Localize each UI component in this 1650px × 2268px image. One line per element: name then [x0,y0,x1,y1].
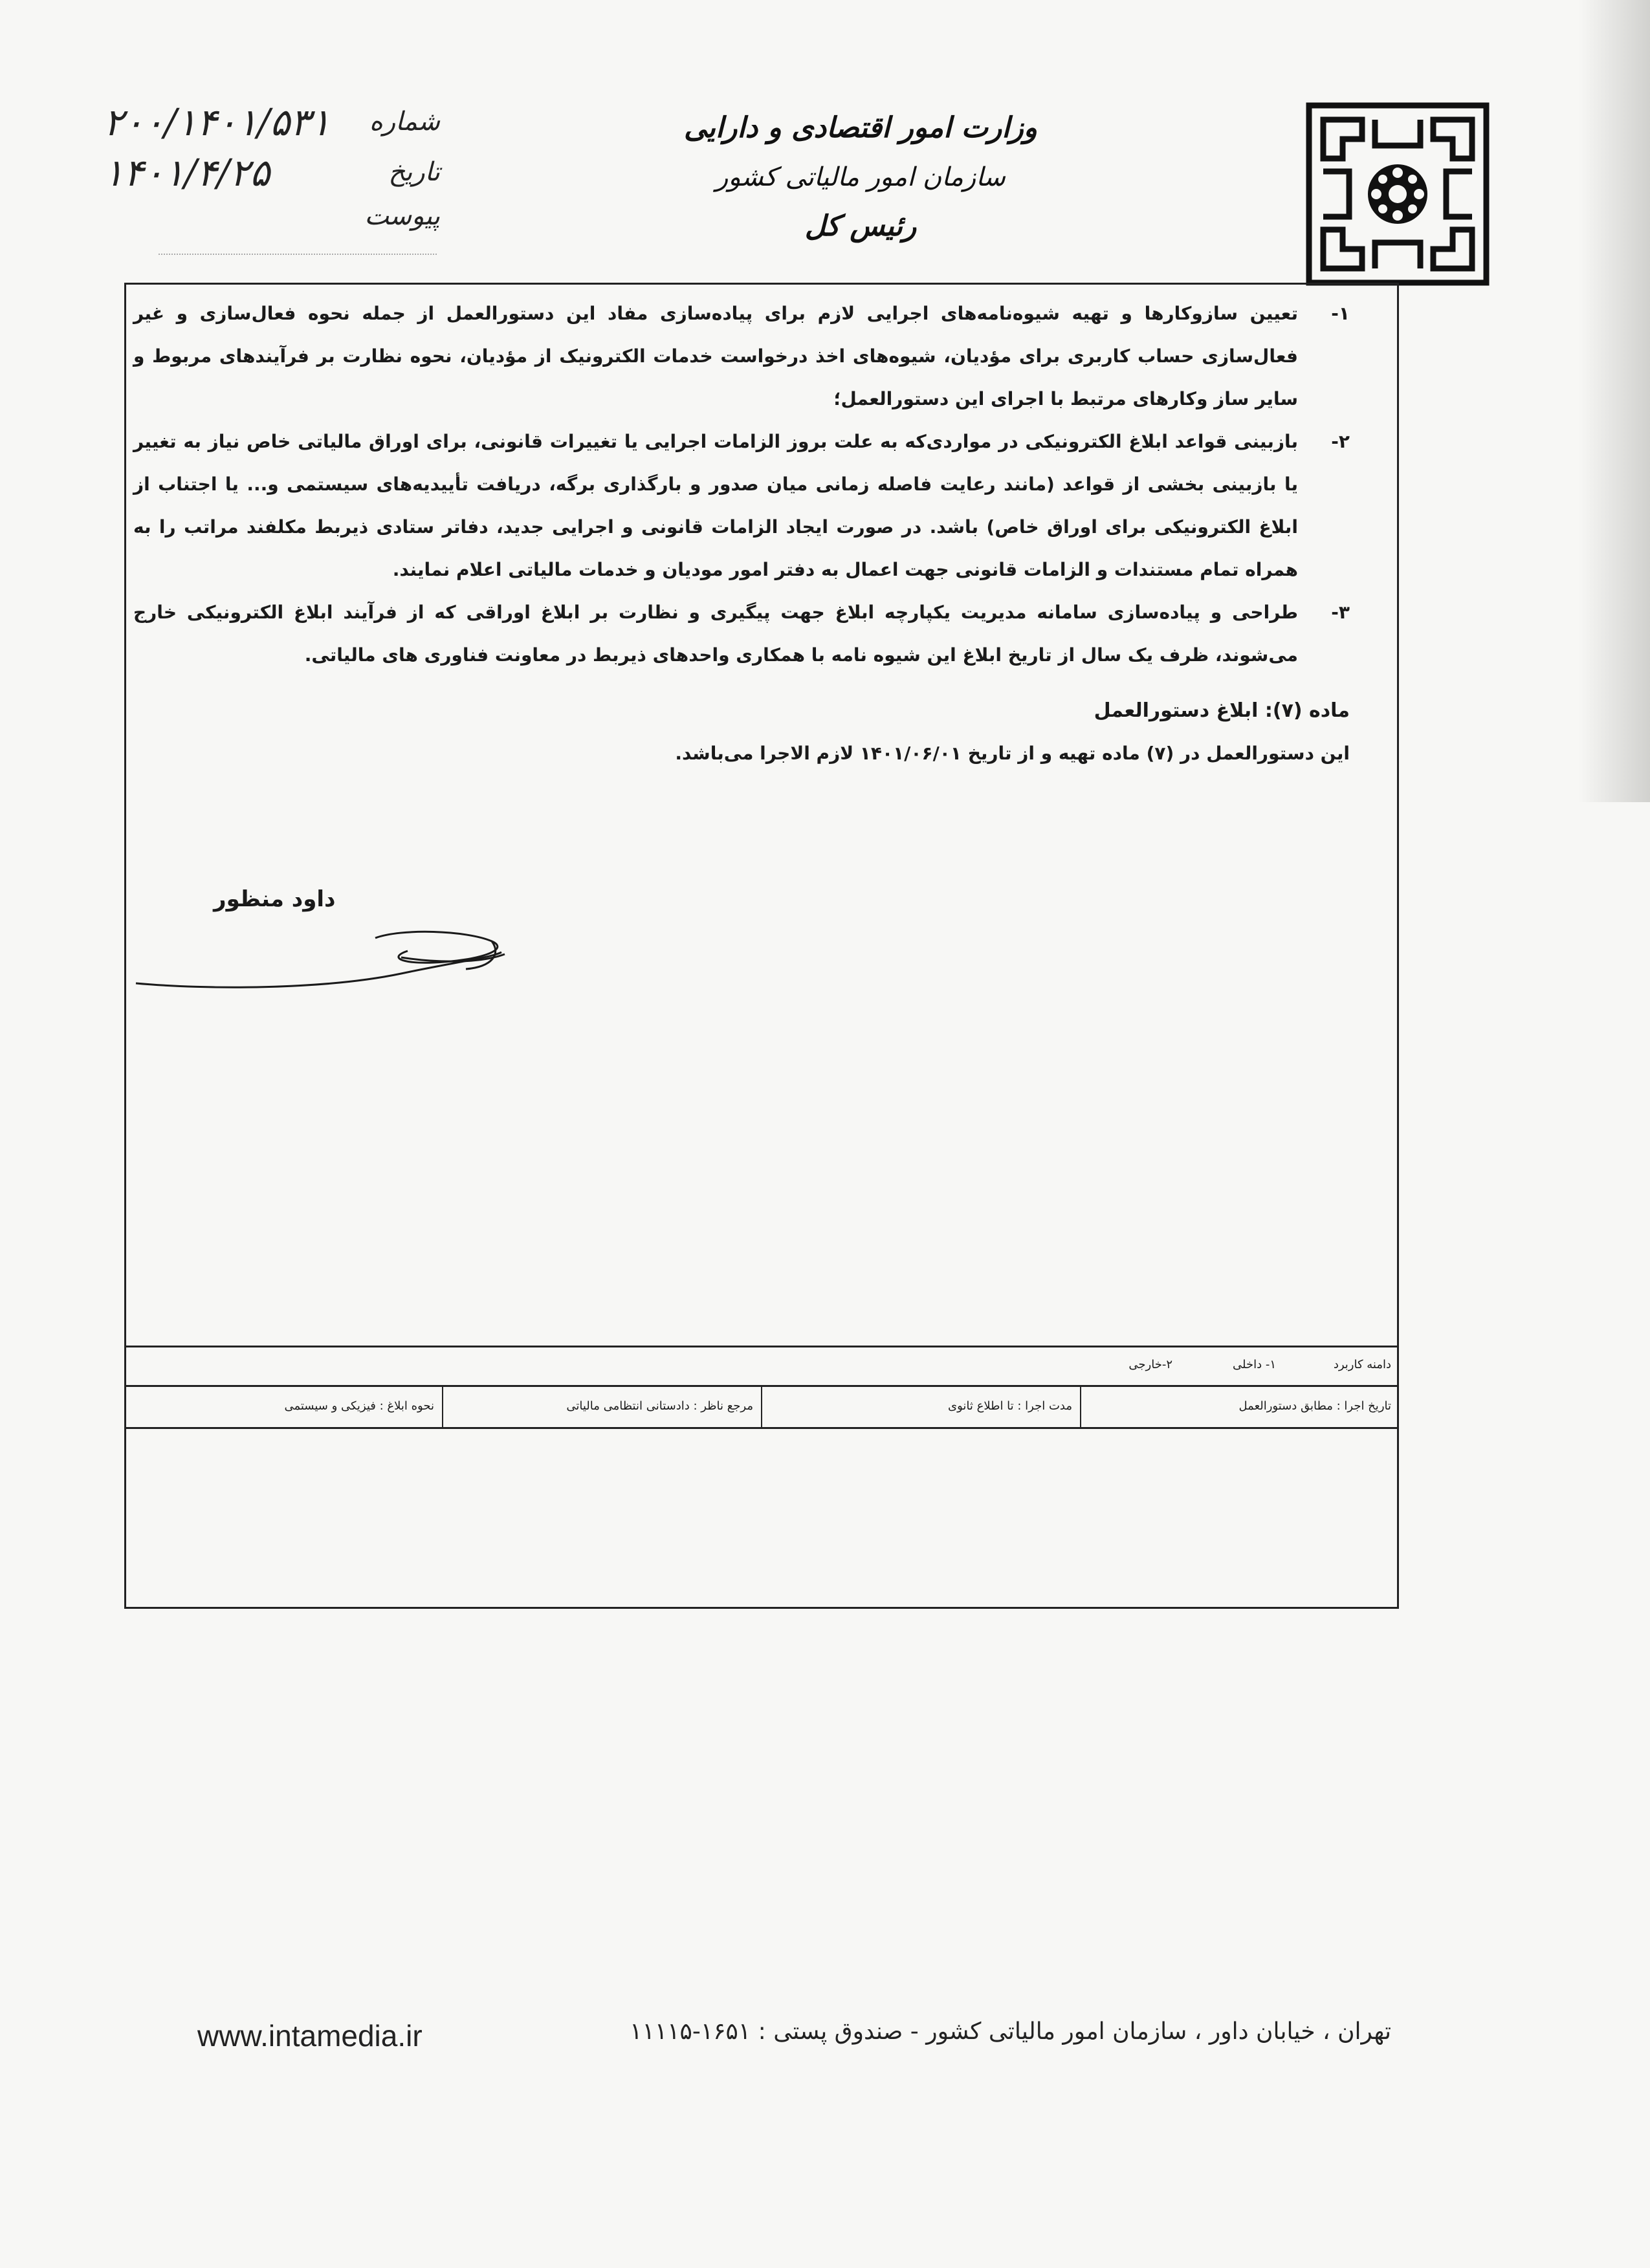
execution-row [124,1387,1399,1429]
page-edge-shade [1579,0,1650,802]
postal-address: تهران ، خیابان داور ، سازمان امور مالیاتی کشور - صندوق پستی : ۱۶۵۱-۱۱۱۱۵ [630,2018,1391,2045]
attachment-row [104,201,440,252]
scope-label: دامنه کاربرد [1333,1358,1391,1371]
document-body [133,292,1350,775]
meta-divider [159,254,437,255]
website-url: www.intamedia.ir [197,2019,423,2053]
attachment-label: پیوست [364,201,440,231]
item-number: ۲- [1331,431,1350,452]
article-7 [133,690,1350,775]
article-text: این دستورالعمل در (۷) ماده تهیه و از تاریخ ۱۴۰۱/۰۶/۰۱ لازم الاجرا می‌باشد. [675,743,1350,764]
number-label: شماره [369,107,440,136]
number-value: ۲۰۰/۱۴۰۱/۵۳۱ [104,100,331,144]
exec-date-cell: تاریخ اجرا : مطابق دستورالعمل [1080,1387,1399,1427]
signatory-name: داود منظور [214,886,336,912]
notify-method-cell: نحوه ابلاغ : فیزیکی و سیستمی [284,1399,434,1413]
list-item [133,420,1350,591]
scope-row [124,1346,1399,1387]
date-value: ۱۴۰۱/۴/۲۵ [104,151,270,195]
tax-organization-logo-icon [1304,100,1491,288]
duration-cell: مدت اجرا : تا اطلاع ثانوی [761,1387,1080,1427]
head-title: رئیس کل [804,210,917,243]
letterhead [673,104,1048,251]
scope-table [124,1346,1399,1429]
handwritten-signature [129,893,531,996]
date-label: تاریخ [388,157,440,187]
letter-meta [104,100,440,252]
item-number: ۱- [1331,303,1350,324]
item-text: تعیین سازوکارها و تهیه شیوه‌نامه‌های اجرایی لازم برای پیاده‌سازی مفاد این دستورالعمل از جمله نحوه فعال‌سازی و غیر فعال‌سازی حساب کاربری برای مؤدیان، شیوه‌های اخذ درخواست خدمات الکترونیک از مؤدیان، نحوه نظارت بر فرآیندهای مربوط و سایر ساز وکارهای مرتبط با اجرای این دستورالعمل؛ [133,303,1298,409]
organization-name: سازمان امور مالیاتی کشور [716,162,1006,192]
item-text: طراحی و پیاده‌سازی سامانه مدیریت یکپارچه ابلاغ جهت پیگیری و نظارت بر ابلاغ اوراقی که از فرآیند ابلاغ الکترونیکی خارج می‌شوند، ظرف یک سال از تاریخ ابلاغ این شیوه نامه با همکاری واحدهای ذیربط در معاونت فناوری های مالیاتی. [133,602,1298,666]
list-item [133,591,1350,677]
ministry-name: وزارت امور اقتصادی و دارایی [683,111,1038,144]
number-row [104,100,440,151]
item-number: ۳- [1331,602,1350,623]
authority-cell: مرجع ناظر : دادستانی انتظامی مالیاتی [442,1387,761,1427]
item-text: بازبینی قواعد ابلاغ الکترونیکی در مواردی‌که به علت بروز الزامات اجرایی یا تغییرات قانونی، برای اوراق مالیاتی خاص نیاز به تغییر یا بازبینی بخشی از قواعد (مانند رعایت فاصله زمانی میان صدور و بارگذاری برگه، دریافت تأییدیه‌های سیستمی و... یا اجتناب از ابلاغ الکترونیکی برای اوراق خاص) باشد. در صورت ایجاد الزامات قانونی و اجرایی جدید، دفاتر ستادی ذیربط مکلفند مراتب را به همراه تمام مستندات و الزامات قانونی جهت اعمال به دفتر امور مودیان و خدمات مالیاتی اعلام نمایند. [133,431,1298,580]
article-title: ماده (۷): ابلاغ دستورالعمل [1094,699,1350,722]
list-item [133,292,1350,420]
date-row [104,151,440,201]
scope-external: ۲-خارجی [1128,1358,1172,1371]
scope-internal: ۱- داخلی [1233,1358,1276,1371]
